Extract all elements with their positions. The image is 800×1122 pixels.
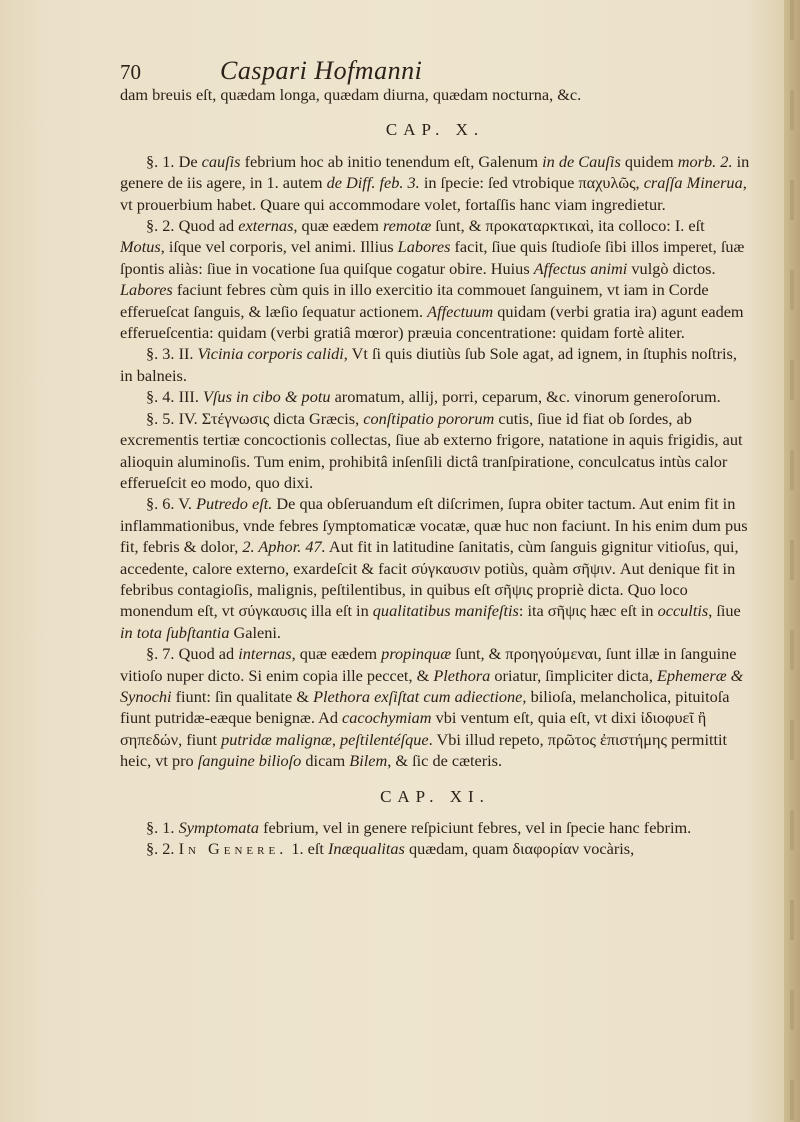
paragraph-5: §. 5. IV. Στέγνωσις dicta Græcis, conſtipatio pororum cutis, ſiue id fiat ob ſordes, ab excrementis tertiæ concoctionis collectas, ſiue ab externo frigore, natatione in aquis frigidis, aut alioquin aluminoſis. Tum enim, prohibitâ inſenſili dictâ tranſpiratione, conculcatus intùs calor efferueſcit eo modo, quo dixi. [120,408,743,492]
paragraph-9: §. 2. In Genere. 1. eſt Inæqualitas quædam, quam διαφορίαν vocàris, [146,839,635,859]
chapter-heading-x: CAP. X. [385,120,485,140]
top-line: dam breuis eſt, quædam longa, quædam diurna, quædam nocturna, &c. [120,85,582,104]
running-title: Caspari Hofmanni [220,56,423,85]
paragraph-3: §. 3. II. Vicinia corporis calidi, Vt ſi quis diutiùs ſub Sole agat, ad ignem, in ſtuphis noſtris, in balneis. [120,344,737,385]
bleed-mark [790,0,794,1122]
chapter-heading-xi: CAP. XI. [380,786,490,806]
paragraph-2: §. 2. Quod ad externas, quæ eædem remotæ ſunt, & προκαταρκτικαὶ, ita colloco: I. eſt Motus, iſque vel corporis, vel animi. Illius Labores facit, ſiue quis ſtudioſe ſibi illos imperet, ſuæ ſpontis aliàs: ſiue in vocatione ſua quiſque cogatur obire. Huius Affectus animi vulgò dictos. Labores faciunt febres cùm quis in illo exercitio ita commouet ſanguinem, vt iam in Corde efferueſcat ſanguis, & læſio ſequatur actionem. Affectuum quidam (verbi gratia ira) agunt eadem efferueſcentia: quidam (verbi gratiâ mœror) præuia concentratione: quidam fortè aliter. [120,216,745,343]
paragraph-7: §. 7. Quod ad internas, quæ eædem propinquæ ſunt, & προηγούμεναι, ſunt illæ in ſanguine vitioſo nuper dicto. Si enim copia ille peccet, & Plethora oriatur, ſimpliciter dicta, Ephemeræ & Synochi fiunt: ſin qualitate & Plethora exſiſtat cum adiectione, bilioſa, melancholica, pituitoſa fiunt putridæ-eæque benignæ. Ad cacochymiam vbi ventum eſt, quia eſt, vt dixi ἰδιοφυεῖ ἢ σηπεδών, fiunt putridæ malignæ, peſtilentéſque. Vbi illud repeto, πρῶτος ἐπιστήμης permittit heic, vt pro ſanguine bilioſo dicam Bilem, & ſic de cæteris. [120,644,744,771]
paragraph-1: §. 1. De cauſis febrium hoc ab initio tenendum eſt, Galenum in de Cauſis quidem morb. 2. in genere de iis agere, in 1. autem de Diff. feb. 3. in ſpecie: ſed vtrobique παχυλῶς, craſſa Minerua, vt prouerbium habet. Quare qui accommodare volet, fortaſſis hanc viam ingredietur. [120,151,750,214]
body-text [120,84,750,860]
page-edge [784,0,800,1122]
paragraph-6: §. 6. V. Putredo eſt. De qua obſeruandum eſt diſcrimen, ſupra obiter tactum. Aut enim fit in inflammationibus, vnde febres ſymptomaticæ vocatæ, quæ huc non faciunt. In his enim dum pus fit, febris & dolor, 2. Aphor. 47. Aut fit in latitudine ſanitatis, cùm ſanguis gignitur vitioſus, qui, accedente, calore externo, exardeſcit & facit σύγκαυσιν potiùs, quàm σῆψιν. Aut denique fit in febribus contagioſis, malignis, peſtilentibus, in quibus eſt σῆψις propriè dicta. Quo loco monendum eſt, vt σύγκαυσις illa eſt in qualitatibus manifeſtis: ita σῆψις hæc eſt in occultis, ſiue in tota ſubſtantia Galeni. [120,494,748,642]
paragraph-4: §. 4. III. Vſus in cibo & potu aromatum, allij, porri, ceparum, &c. vinorum generoſorum. [146,387,721,407]
page-number: 70 [120,60,141,84]
paragraph-8: §. 1. Symptomata febrium, vel in genere reſpiciunt febres, vel in ſpecie hanc febrim. [146,818,692,837]
